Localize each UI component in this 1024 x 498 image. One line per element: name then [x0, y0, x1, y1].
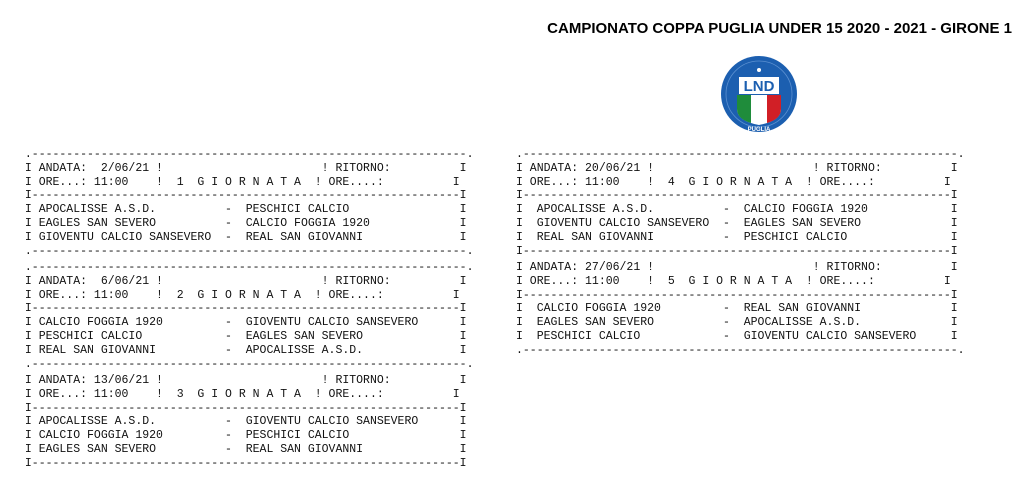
table-line: I CALCIO FOGGIA 1920 - PESCHICI CALCIO I [18, 429, 467, 443]
round-5-table [516, 261, 965, 358]
table-line: I--------------------------------------------------------------I [18, 302, 467, 316]
table-line: I--------------------------------------------------------------I [516, 288, 958, 302]
table-line: I ANDATA: 20/06/21 ! ! RITORNO: I [516, 161, 958, 175]
logo-subtext: PUGLIA [747, 127, 771, 133]
table-line: .---------------------------------------------------------------. [516, 148, 965, 161]
round-2-table [18, 261, 473, 371]
round-1-table [18, 148, 473, 258]
table-line: I ANDATA: 2/06/21 ! ! RITORNO: I [18, 161, 467, 175]
table-line: I REAL SAN GIOVANNI - APOCALISSE A.S.D. I [18, 343, 467, 357]
table-line: I CALCIO FOGGIA 1920 - REAL SAN GIOVANNI I [516, 302, 958, 316]
table-line: I--------------------------------------------------------------I [516, 189, 958, 203]
table-line: I ANDATA: 6/06/21 ! ! RITORNO: I [18, 274, 467, 288]
table-line: I--------------------------------------------------------------I [516, 244, 958, 258]
table-line: I APOCALISSE A.S.D. - CALCIO FOGGIA 1920 I [516, 203, 958, 217]
table-line: I CALCIO FOGGIA 1920 - GIOVENTU CALCIO SANSEVERO I [18, 316, 467, 330]
lnd-puglia-logo [720, 55, 798, 133]
table-line: I REAL SAN GIOVANNI - PESCHICI CALCIO I [516, 230, 958, 244]
table-line: I--------------------------------------------------------------I [18, 401, 467, 415]
table-line: I ORE...: 11:00 ! 1 G I O R N A T A ! ORE....: I [18, 175, 460, 189]
table-line: I--------------------------------------------------------------I [18, 189, 467, 203]
page-title: CAMPIONATO COPPA PUGLIA UNDER 15 2020 - 2021 - GIRONE 1 [547, 20, 1012, 37]
table-line: I EAGLES SAN SEVERO - CALCIO FOGGIA 1920 I [18, 216, 467, 230]
table-line: I GIOVENTU CALCIO SANSEVERO - REAL SAN GIOVANNI I [18, 230, 467, 244]
table-line: .---------------------------------------------------------------. [18, 357, 474, 371]
table-line: I--------------------------------------------------------------I [18, 456, 467, 470]
table-line: .---------------------------------------------------------------. [516, 343, 965, 357]
table-line: .---------------------------------------------------------------. [18, 148, 474, 161]
logo-text: LND [743, 78, 775, 95]
table-line: I PESCHICI CALCIO - GIOVENTU CALCIO SANSEVERO I [516, 329, 958, 343]
table-line: I APOCALISSE A.S.D. - PESCHICI CALCIO I [18, 203, 467, 217]
table-line: I EAGLES SAN SEVERO - APOCALISSE A.S.D. I [516, 316, 958, 330]
table-line: I ORE...: 11:00 ! 3 G I O R N A T A ! ORE....: I [18, 387, 460, 401]
round-3-table [18, 374, 467, 471]
table-line: I ANDATA: 13/06/21 ! ! RITORNO: I [18, 374, 467, 387]
table-line: .---------------------------------------------------------------. [18, 244, 474, 258]
table-line: I ANDATA: 27/06/21 ! ! RITORNO: I [516, 261, 958, 274]
table-line: I ORE...: 11:00 ! 2 G I O R N A T A ! ORE....: I [18, 288, 460, 302]
table-line: I PESCHICI CALCIO - EAGLES SAN SEVERO I [18, 329, 467, 343]
table-line: I GIOVENTU CALCIO SANSEVERO - EAGLES SAN SEVERO I [516, 216, 958, 230]
table-line: I EAGLES SAN SEVERO - REAL SAN GIOVANNI I [18, 442, 467, 456]
round-4-table [516, 148, 965, 258]
table-line: I ORE...: 11:00 ! 5 G I O R N A T A ! ORE....: I [516, 274, 951, 288]
table-line: .---------------------------------------------------------------. [18, 261, 474, 274]
table-line: I ORE...: 11:00 ! 4 G I O R N A T A ! ORE....: I [516, 175, 951, 189]
table-line: I APOCALISSE A.S.D. - GIOVENTU CALCIO SANSEVERO I [18, 415, 467, 429]
